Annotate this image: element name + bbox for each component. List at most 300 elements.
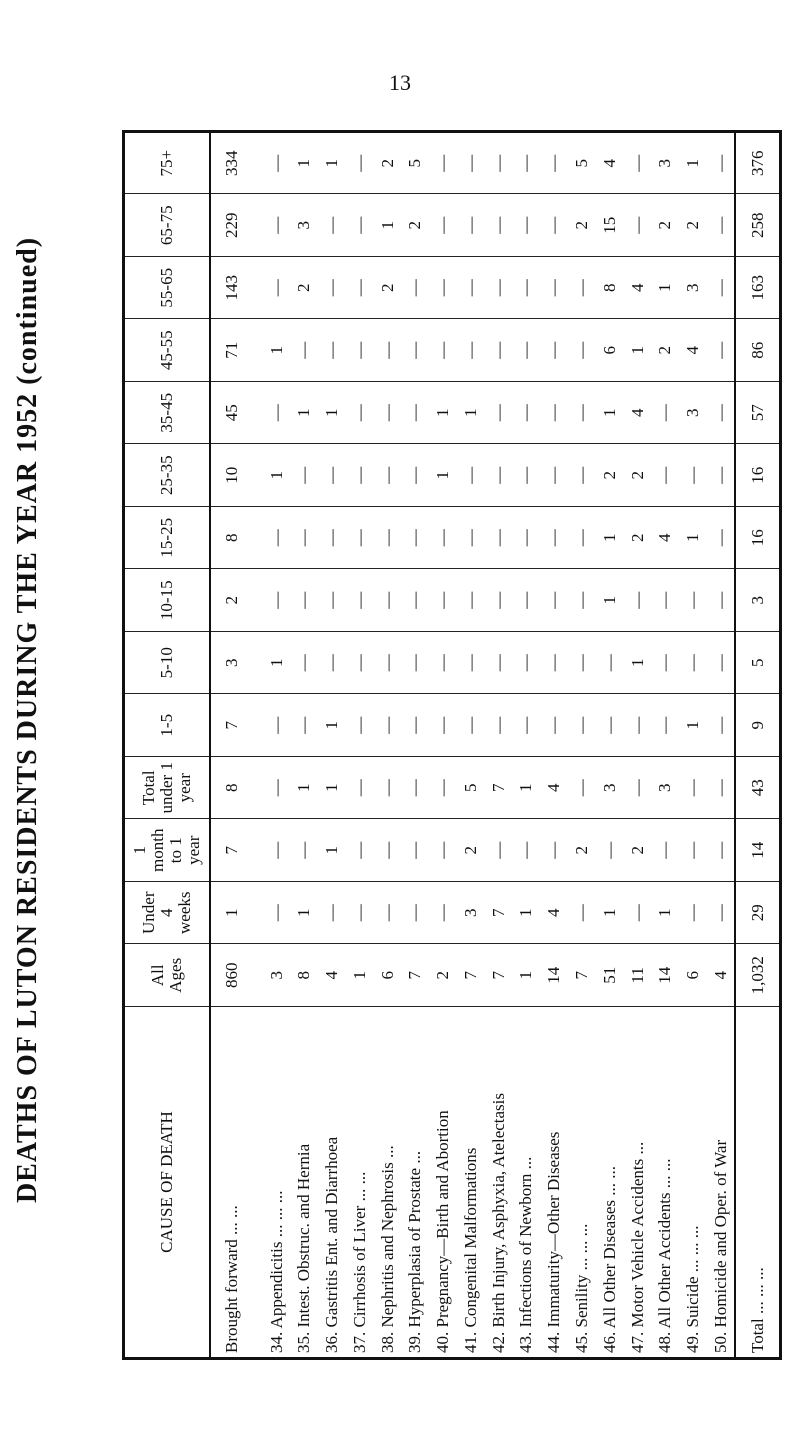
value-cell: 1 [595,882,623,945]
value-cell: — [457,319,485,382]
value-cell: — [429,882,457,945]
value-cell: 4 [706,944,735,1007]
value-cell: — [401,882,429,945]
value-cell: — [512,382,540,445]
cause-cell: 41. Congenital Malformations [457,1007,485,1359]
table-row [346,132,374,1359]
value-cell: — [457,194,485,257]
column-header-age: 55-65 [124,257,211,320]
value-cell: — [623,757,651,820]
value-cell: — [346,757,374,820]
value-cell: — [373,382,401,445]
value-cell: — [512,569,540,632]
value-cell: — [651,444,679,507]
value-cell: — [429,694,457,757]
brought-forward-row [210,132,251,1359]
value-cell: — [679,757,707,820]
value-cell: 43 [735,757,780,820]
value-cell: 1 [595,569,623,632]
value-cell: 7 [484,757,512,820]
value-cell: — [401,632,429,695]
value-cell: — [623,132,651,195]
value-cell: — [568,569,596,632]
value-cell: — [401,757,429,820]
value-cell: 4 [540,757,568,820]
value-cell: — [429,569,457,632]
value-cell: — [540,444,568,507]
value-cell: — [540,194,568,257]
value-cell: 14 [651,944,679,1007]
value-cell: — [318,632,346,695]
value-cell: 229 [210,194,251,257]
value-cell: 2 [568,819,596,882]
value-cell: 71 [210,319,251,382]
table-row [457,132,485,1359]
value-cell: 1 [623,632,651,695]
value-cell: — [484,569,512,632]
value-cell: 1 [318,694,346,757]
value-cell: — [346,694,374,757]
value-cell: 2 [373,257,401,320]
value-cell: — [706,319,735,382]
value-cell: — [568,319,596,382]
value-cell: — [290,319,318,382]
column-header-age: 1-5 [124,694,211,757]
value-cell: — [706,632,735,695]
value-cell: 163 [735,257,780,320]
value-cell: — [484,632,512,695]
value-cell: — [484,507,512,570]
table-row [262,132,290,1359]
value-cell: — [568,882,596,945]
value-cell: — [706,507,735,570]
value-cell: — [429,319,457,382]
value-cell: — [679,632,707,695]
value-cell: — [595,632,623,695]
value-cell: — [346,507,374,570]
value-cell: 4 [595,132,623,195]
value-cell: — [484,694,512,757]
value-cell: 1 [290,757,318,820]
value-cell: 5 [401,132,429,195]
column-header-age: 15-25 [124,507,211,570]
value-cell: — [262,257,290,320]
column-header-age: 65-75 [124,194,211,257]
value-cell: — [318,319,346,382]
value-cell: — [401,382,429,445]
value-cell: 1 [512,882,540,945]
value-cell: 8 [290,944,318,1007]
value-cell: — [318,444,346,507]
value-cell: 4 [540,882,568,945]
value-cell: — [512,194,540,257]
value-cell: 1 [679,694,707,757]
value-cell: — [290,819,318,882]
value-cell: — [290,507,318,570]
value-cell: 4 [318,944,346,1007]
value-cell: — [457,632,485,695]
value-cell: 15 [595,194,623,257]
value-cell: 14 [735,819,780,882]
value-cell: 1 [318,132,346,195]
table-row [623,132,651,1359]
value-cell: — [373,507,401,570]
value-cell: 3 [679,382,707,445]
value-cell: — [457,569,485,632]
value-cell: 1 [679,132,707,195]
value-cell: 1 [595,382,623,445]
value-cell: 1 [595,507,623,570]
value-cell: — [373,819,401,882]
value-cell: 1 [318,382,346,445]
cause-cell: 48. All Other Accidents ... ... [651,1007,679,1359]
value-cell: 51 [595,944,623,1007]
spacer-cell [251,819,262,882]
value-cell: 4 [623,382,651,445]
value-cell: 16 [735,444,780,507]
value-cell: 4 [651,507,679,570]
value-cell: — [679,569,707,632]
cause-cell: 50. Homicide and Oper. of War [706,1007,735,1359]
cause-cell: 40. Pregnancy—Birth and Abortion [429,1007,457,1359]
value-cell: — [318,194,346,257]
value-cell: 1 [290,882,318,945]
value-cell: 2 [290,257,318,320]
value-cell: 11 [623,944,651,1007]
value-cell: — [623,194,651,257]
value-cell: — [568,444,596,507]
value-cell: 2 [595,444,623,507]
value-cell: 5 [568,132,596,195]
value-cell: — [540,569,568,632]
value-cell: 8 [210,507,251,570]
value-cell: 1 [262,444,290,507]
cause-cell: 35. Intest. Obstruc. and Hernia [290,1007,318,1359]
column-header-age: 1 month to 1 year [124,819,211,882]
value-cell: — [706,257,735,320]
value-cell: — [346,819,374,882]
value-cell: 2 [429,944,457,1007]
column-header-age: Total under 1 year [124,757,211,820]
value-cell: 143 [210,257,251,320]
value-cell: — [706,882,735,945]
value-cell: — [679,819,707,882]
value-cell: — [346,319,374,382]
value-cell: — [679,444,707,507]
column-header-age: 35-45 [124,382,211,445]
table-row [290,132,318,1359]
value-cell: — [373,569,401,632]
value-cell: 29 [735,882,780,945]
value-cell: 57 [735,382,780,445]
value-cell: 1 [262,319,290,382]
value-cell: — [540,632,568,695]
value-cell: — [429,194,457,257]
spacer-cell [251,132,262,195]
value-cell: 3 [210,632,251,695]
value-cell: — [457,444,485,507]
value-cell: 1 [429,444,457,507]
value-cell: 2 [401,194,429,257]
value-cell: 2 [623,507,651,570]
value-cell: — [623,694,651,757]
value-cell: — [540,507,568,570]
value-cell: — [262,882,290,945]
cause-cell: 44. Immaturity—Other Diseases [540,1007,568,1359]
value-cell: — [679,882,707,945]
value-cell: — [429,819,457,882]
value-cell: — [484,132,512,195]
spacer-cell [251,257,262,320]
value-cell: 3 [457,882,485,945]
value-cell: 4 [623,257,651,320]
value-cell: — [706,757,735,820]
value-cell: — [373,319,401,382]
value-cell: — [484,194,512,257]
value-cell: 6 [373,944,401,1007]
value-cell: — [623,569,651,632]
value-cell: — [484,382,512,445]
cause-cell: 38. Nephritis and Nephrosis ... [373,1007,401,1359]
value-cell: — [484,319,512,382]
spacer-cell [251,757,262,820]
value-cell: 2 [568,194,596,257]
value-cell: 1 [262,632,290,695]
value-cell: — [568,632,596,695]
value-cell: 376 [735,132,780,195]
value-cell: 7 [210,819,251,882]
value-cell: — [262,757,290,820]
cause-cell: 43. Infections of Newborn ... [512,1007,540,1359]
value-cell: 1 [651,257,679,320]
value-cell: — [595,694,623,757]
column-header-age: 10-15 [124,569,211,632]
value-cell: — [401,257,429,320]
spacer-cell [251,319,262,382]
value-cell: 1 [679,507,707,570]
value-cell: — [346,382,374,445]
rotated-table-area [122,130,782,1360]
spacer-cell [251,882,262,945]
value-cell: 3 [651,132,679,195]
value-cell: — [262,194,290,257]
value-cell: — [540,382,568,445]
value-cell: — [290,444,318,507]
value-cell: 1 [512,944,540,1007]
value-cell: 860 [210,944,251,1007]
value-cell: 2 [457,819,485,882]
value-cell: — [262,819,290,882]
column-header-age: Under 4 weeks [124,882,211,945]
value-cell: — [706,132,735,195]
value-cell: — [346,194,374,257]
value-cell: 9 [735,694,780,757]
value-cell: — [706,194,735,257]
value-cell: 258 [735,194,780,257]
spacer-cell [251,382,262,445]
value-cell: — [457,132,485,195]
spacer-cell [251,1007,262,1359]
value-cell: 2 [651,194,679,257]
value-cell: 2 [679,194,707,257]
value-cell: — [651,382,679,445]
value-cell: — [457,257,485,320]
value-cell: — [706,444,735,507]
value-cell: 1 [623,319,651,382]
value-cell: — [429,757,457,820]
spacer-cell [251,694,262,757]
value-cell: — [346,882,374,945]
value-cell: 7 [568,944,596,1007]
table-row [373,132,401,1359]
value-cell: — [512,257,540,320]
column-header-cause: CAUSE OF DEATH [124,1007,211,1359]
value-cell: — [568,757,596,820]
value-cell: — [401,569,429,632]
value-cell: — [595,819,623,882]
value-cell: — [568,257,596,320]
value-cell: 7 [484,882,512,945]
value-cell: — [401,507,429,570]
table-row [679,132,707,1359]
cause-cell: 36. Gastritis Ent. and Diarrhoea [318,1007,346,1359]
value-cell: 1 [290,382,318,445]
cause-cell: 45. Senility ... ... ... [568,1007,596,1359]
value-cell: — [373,882,401,945]
value-cell: — [540,132,568,195]
value-cell: 7 [210,694,251,757]
cause-cell: 34. Appendicitis ... ... ... [262,1007,290,1359]
spacer-cell [251,944,262,1007]
value-cell: — [262,382,290,445]
value-cell: — [318,882,346,945]
value-cell: 1 [373,194,401,257]
total-row [735,132,780,1359]
value-cell: — [373,694,401,757]
cause-cell: 37. Cirrhosis of Liver ... ... [346,1007,374,1359]
cause-cell: 46. All Other Diseases ... ... [595,1007,623,1359]
table-row [651,132,679,1359]
value-cell: — [429,132,457,195]
value-cell: 8 [210,757,251,820]
value-cell: — [512,319,540,382]
value-cell: — [290,632,318,695]
column-header-age: 25-35 [124,444,211,507]
cause-cell: 42. Birth Injury, Asphyxia, Atelectasis [484,1007,512,1359]
table-row [318,132,346,1359]
value-cell: 334 [210,132,251,195]
value-cell: — [540,319,568,382]
value-cell: 86 [735,319,780,382]
value-cell: — [318,507,346,570]
value-cell: 3 [651,757,679,820]
cause-cell: 49. Suicide ... ... ... [679,1007,707,1359]
spacer-cell [251,194,262,257]
value-cell: — [318,569,346,632]
page-number: 13 [389,70,411,95]
value-cell: 3 [595,757,623,820]
value-cell: — [262,569,290,632]
value-cell: 5 [735,632,780,695]
value-cell: — [512,694,540,757]
value-cell: — [401,319,429,382]
value-cell: — [346,444,374,507]
value-cell: — [346,632,374,695]
value-cell: 14 [540,944,568,1007]
value-cell: — [540,694,568,757]
table-row [595,132,623,1359]
value-cell: 2 [651,319,679,382]
value-cell: 16 [735,507,780,570]
cause-cell: Total ... ... ... [735,1007,780,1359]
value-cell: — [401,444,429,507]
value-cell: — [512,819,540,882]
value-cell: — [290,569,318,632]
table-row [512,132,540,1359]
value-cell: 1 [346,944,374,1007]
value-cell: — [262,694,290,757]
value-cell: 10 [210,444,251,507]
cause-cell: 39. Hyperplasia of Prostate ... [401,1007,429,1359]
table-row [540,132,568,1359]
value-cell: 1 [512,757,540,820]
value-cell: — [568,694,596,757]
value-cell: 2 [623,819,651,882]
value-cell: — [512,632,540,695]
value-cell: 3 [262,944,290,1007]
value-cell: — [568,507,596,570]
value-cell: — [346,569,374,632]
value-cell: 2 [373,132,401,195]
value-cell: 5 [457,757,485,820]
value-cell: — [706,819,735,882]
spacer-cell [251,632,262,695]
value-cell: 4 [679,319,707,382]
spacer-cell [251,507,262,570]
value-cell: — [651,819,679,882]
value-cell: — [512,444,540,507]
value-cell: 3 [735,569,780,632]
value-cell: — [346,257,374,320]
value-cell: 8 [595,257,623,320]
value-cell: 2 [210,569,251,632]
value-cell: — [623,882,651,945]
value-cell: — [401,694,429,757]
table-row [706,132,735,1359]
value-cell: 3 [679,257,707,320]
value-cell: 1 [457,382,485,445]
value-cell: 1 [290,132,318,195]
value-cell: — [373,632,401,695]
header-row [124,132,211,1359]
value-cell: — [706,694,735,757]
value-cell: 6 [679,944,707,1007]
value-cell: 7 [401,944,429,1007]
table-row [568,132,596,1359]
value-cell: — [290,694,318,757]
value-cell: — [346,132,374,195]
value-cell: — [484,444,512,507]
value-cell: — [457,507,485,570]
value-cell: — [651,694,679,757]
table-body [210,132,781,1359]
value-cell: — [373,757,401,820]
value-cell: 7 [484,944,512,1007]
value-cell: — [484,257,512,320]
value-cell: 1 [210,882,251,945]
value-cell: — [540,819,568,882]
value-cell: — [429,507,457,570]
